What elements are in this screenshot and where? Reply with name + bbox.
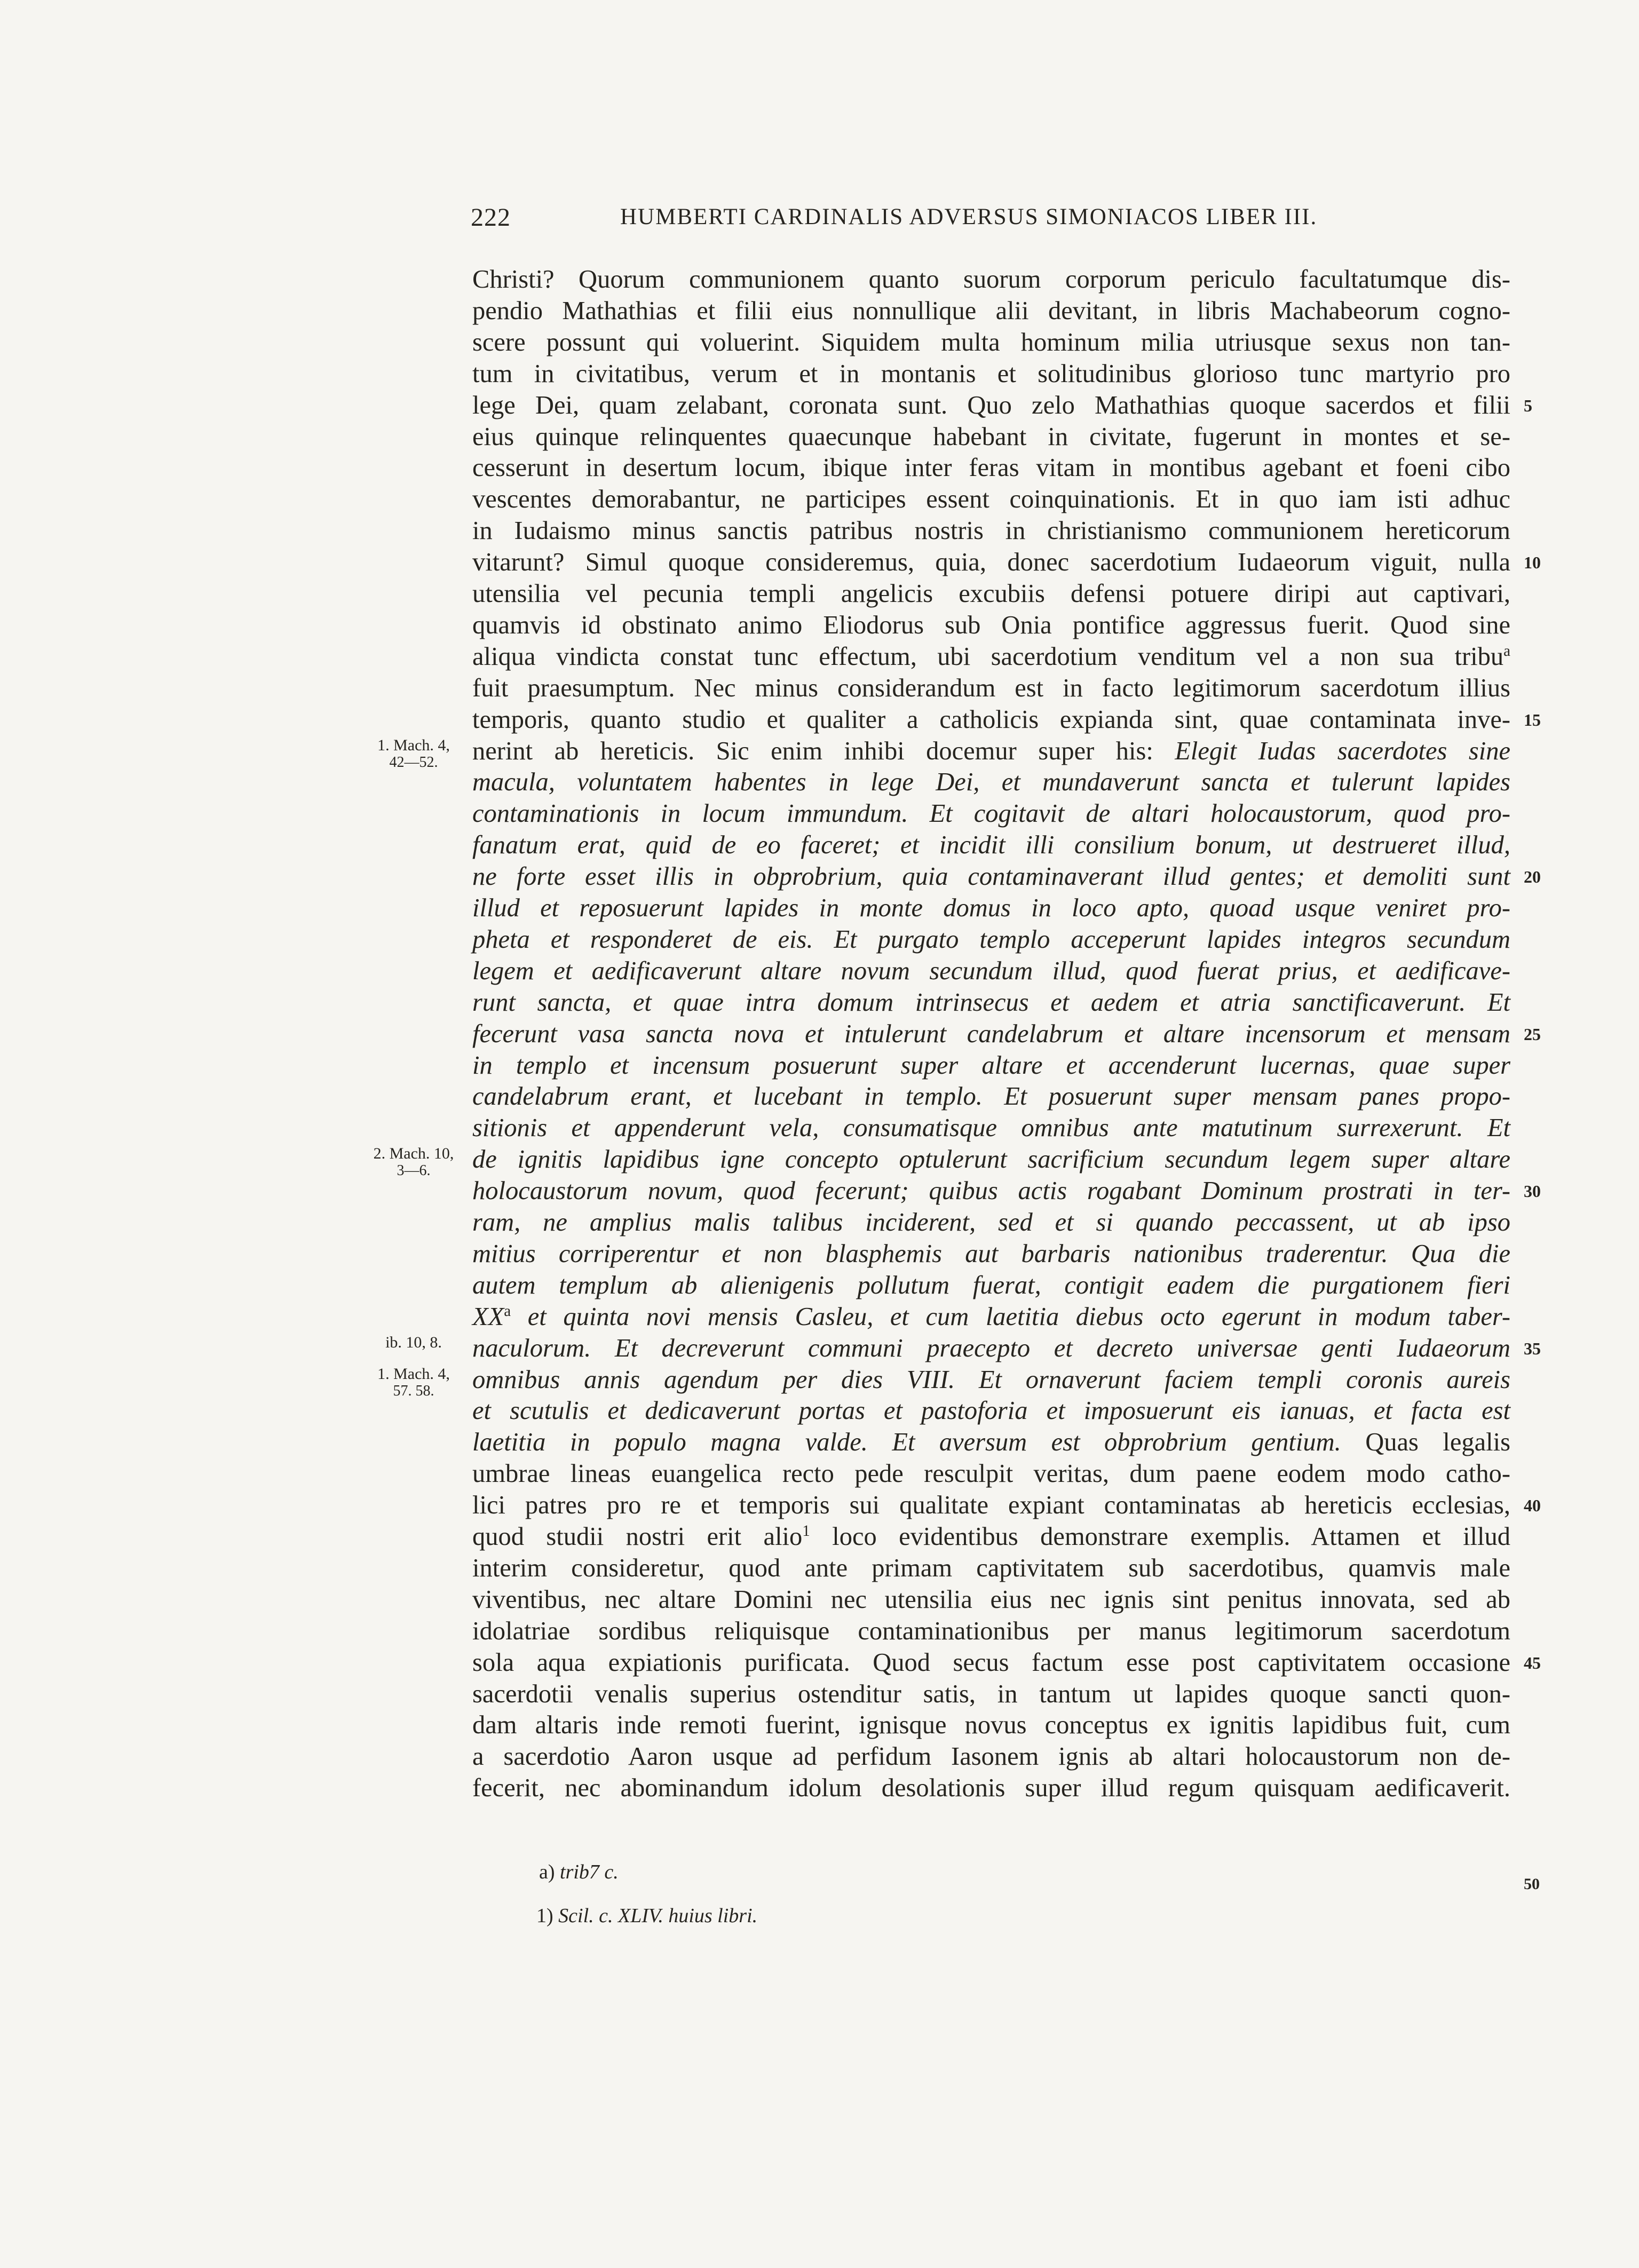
text-line: fuit praesumptum. Nec minus considerandum est in facto legitimorum sacerdotum illius [472,673,1510,702]
text-line: eius quinque relinquentes quaecunque habebant in civitate, fugerunt in montes et se- [472,422,1510,451]
text-line: idolatriae sordibus reliquisque contaminationibus per manus legitimorum sacerdotum [472,1616,1510,1645]
apparatus-note: a) trib7 c. [539,1861,619,1883]
text-line: quod studii nostri erit alio$^1$ loco evidentibus demonstrare exemplis. Attamen et illud [472,1522,1510,1551]
text-line: quamvis id obstinato animo Eliodorus sub Onia pontifice aggressus fuerit. Quod sine [472,610,1510,639]
text-line: macula, voluntatem habentes in lege Dei, et mundaverunt sancta et tulerunt lapides [472,768,1510,797]
margin-reference: ib. 10, 8. [385,1333,442,1351]
text-line: naculorum. Et decreverunt communi praecepto et decreto universae genti Iudaeorum [472,1334,1510,1362]
line-number: 25 [1524,1024,1541,1044]
text-line: mitius corriperentur et non blasphemis aut barbaris nationibus traderentur. Qua die [472,1239,1510,1268]
text-line: de ignitis lapidibus igne concepto optulerunt sacrificium secundum legem super altare [472,1145,1510,1174]
page-header [0,203,1639,235]
text-line: in templo et incensum posuerunt super altare et accenderunt lucernas, quae super [472,1051,1510,1080]
text-line: nerint ab hereticis. Sic enim inhibi docemur super his: Elegit Iudas sacerdotes sine [472,736,1510,765]
text-line: sola aqua expiationis purificata. Quod secus factum esse post captivitatem occasione [472,1648,1510,1677]
text-line: fanatum erat, quid de eo faceret; et incidit illi consilium bonum, ut destrueret illud, [472,831,1510,860]
text-line: legem et aedificaverunt altare novum secundum illud, quod fuerat prius, et aedificave- [472,956,1510,985]
text-line: viventibus, nec altare Domini nec utensilia eius nec ignis sint penitus innovata, sed ab [472,1585,1510,1614]
text-line: sacerdotii venalis superius ostenditur satis, in tantum ut lapides quoque sancti quon- [472,1679,1510,1708]
margin-reference: 1. Mach. 4, 42—52. [377,736,450,771]
line-number: 15 [1524,710,1541,729]
text-line: scere possunt qui voluerint. Siquidem multa hominum milia utriusque sexus non tan- [472,328,1510,356]
line-number: 5 [1524,395,1532,415]
line-number: 45 [1524,1653,1541,1672]
text-line: tum in civitatibus, verum et in montanis et solitudinibus glorioso tunc martyrio pro [472,359,1510,388]
text-line: temporis, quanto studio et qualiter a catholicis expianda sint, quae contaminata inve- [472,705,1510,734]
margin-reference: 1. Mach. 4, 57. 58. [377,1365,450,1399]
text-line: ram, ne amplius malis talibus inciderent, sed et si quando peccassent, ut ab ipso [472,1208,1510,1236]
text-line: lici patres pro re et temporis sui qualitate expiant contaminatas ab hereticis ecclesias, [472,1491,1510,1520]
text-line: in Iudaismo minus sanctis patribus nostris in christianismo communionem hereticorum [472,517,1510,545]
line-number: 35 [1524,1338,1541,1358]
line-number: 20 [1524,867,1541,887]
text-line: cesserunt in desertum locum, ibique inter feras vitam in montibus agebant et foeni cibo [472,454,1510,482]
text-line: autem templum ab alienigenis pollutum fuerat, contigit eadem die purgationem fieri [472,1271,1510,1299]
text-line: pendio Mathathias et filii eius nonnullique alii devitant, in libris Machabeorum cogno- [472,296,1510,325]
text-line: illud et reposuerunt lapides in monte domus in loco apto, quoad usque veniret pro- [472,894,1510,922]
text-line: dam altaris inde remoti fuerint, ignisque novus conceptus ex ignitis lapidibus fuit, cum [472,1711,1510,1740]
apparatus-text: trib7 c. [560,1861,619,1883]
text-line: umbrae lineas euangelica recto pede resculpit veritas, dum paene eodem modo catho- [472,1460,1510,1488]
footnote: 1) Scil. c. XLIV. huius libri. [536,1905,758,1927]
line-number: 10 [1524,553,1541,573]
margin-reference: 2. Mach. 10, 3—6. [373,1145,454,1179]
text-line: utensilia vel pecunia templi angelicis excubiis defensi potuere diripi aut captivari, [472,580,1510,608]
text-line: candelabrum erant, et lucebant in templo. Et posuerunt super mensam panes propo- [472,1082,1510,1111]
text-line: holocaustorum novum, quod fecerunt; quibus actis rogabant Dominum prostrati in ter- [472,1177,1510,1206]
line-number-50: 50 [1524,1875,1540,1893]
text-line: pheta et responderet de eis. Et purgato templo acceperunt lapides integros secundum [472,925,1510,954]
footnote-text: Scil. c. XLIV. huius libri. [558,1905,758,1927]
running-title: HUMBERTI CARDINALIS ADVERSUS SIMONIACOS LIBER III. [620,204,1318,229]
text-line: Christi? Quorum communionem quanto suorum corporum periculo facultatumque dis- [472,265,1510,294]
text-line: ne forte esset illis in obprobrium, quia contaminaverant illud gentes; et demoliti sunt [472,862,1510,891]
text-line: laetitia in populo magna valde. Et aversum est obprobrium gentium. Quas legalis [472,1428,1510,1457]
line-number: 40 [1524,1496,1541,1516]
text-line: vescentes demorabantur, ne participes essent coinquinationis. Et in quo iam isti adhuc [472,485,1510,514]
text-line: sitionis et appenderunt vela, consumatisque omnibus ante matutinum surrexerunt. Et [472,1114,1510,1143]
text-line: a sacerdotio Aaron usque ad perfidum Iasonem ignis ab altari holocaustorum non de- [472,1742,1510,1771]
line-number: 30 [1524,1181,1541,1201]
text-line: lege Dei, quam zelabant, coronata sunt. Quo zelo Mathathias quoque sacerdos et filii [472,391,1510,419]
text-line: $XX^a$ et quinta novi mensis Casleu, et cum laetitia diebus octo egerunt in modum taber- [472,1302,1510,1331]
text-line: interim consideretur, quod ante primam captivitatem sub sacerdotibus, quamvis male [472,1553,1510,1582]
text-line: runt sancta, et quae intra domum intrinsecus et aedem et atria sanctificaverunt. Et [472,988,1510,1017]
text-line: omnibus annis agendum per dies VIII. Et ornaverunt faciem templi coronis aureis [472,1365,1510,1394]
text-line: fecerunt vasa sancta nova et intulerunt candelabrum et altare incensorum et mensam [472,1019,1510,1048]
text-line: contaminationis in locum immundum. Et cogitavit de altari holocaustorum, quod pro- [472,799,1510,828]
text-line: vitarunt? Simul quoque consideremus, quia, donec sacerdotium Iudaeorum viguit, nulla [472,548,1510,577]
text-line: fecerit, nec abominandum idolum desolationis super illud regum quisquam aedificaverit. [472,1774,1510,1803]
text-line: aliqua vindicta constat tunc effectum, ubi sacerdotium venditum vel a non sua tribu$^a$ [472,642,1510,671]
text-line: et scutulis et dedicaverunt portas et pastoforia et imposuerunt eis ianuas, et facta est [472,1397,1510,1425]
page-number: 222 [471,203,511,232]
